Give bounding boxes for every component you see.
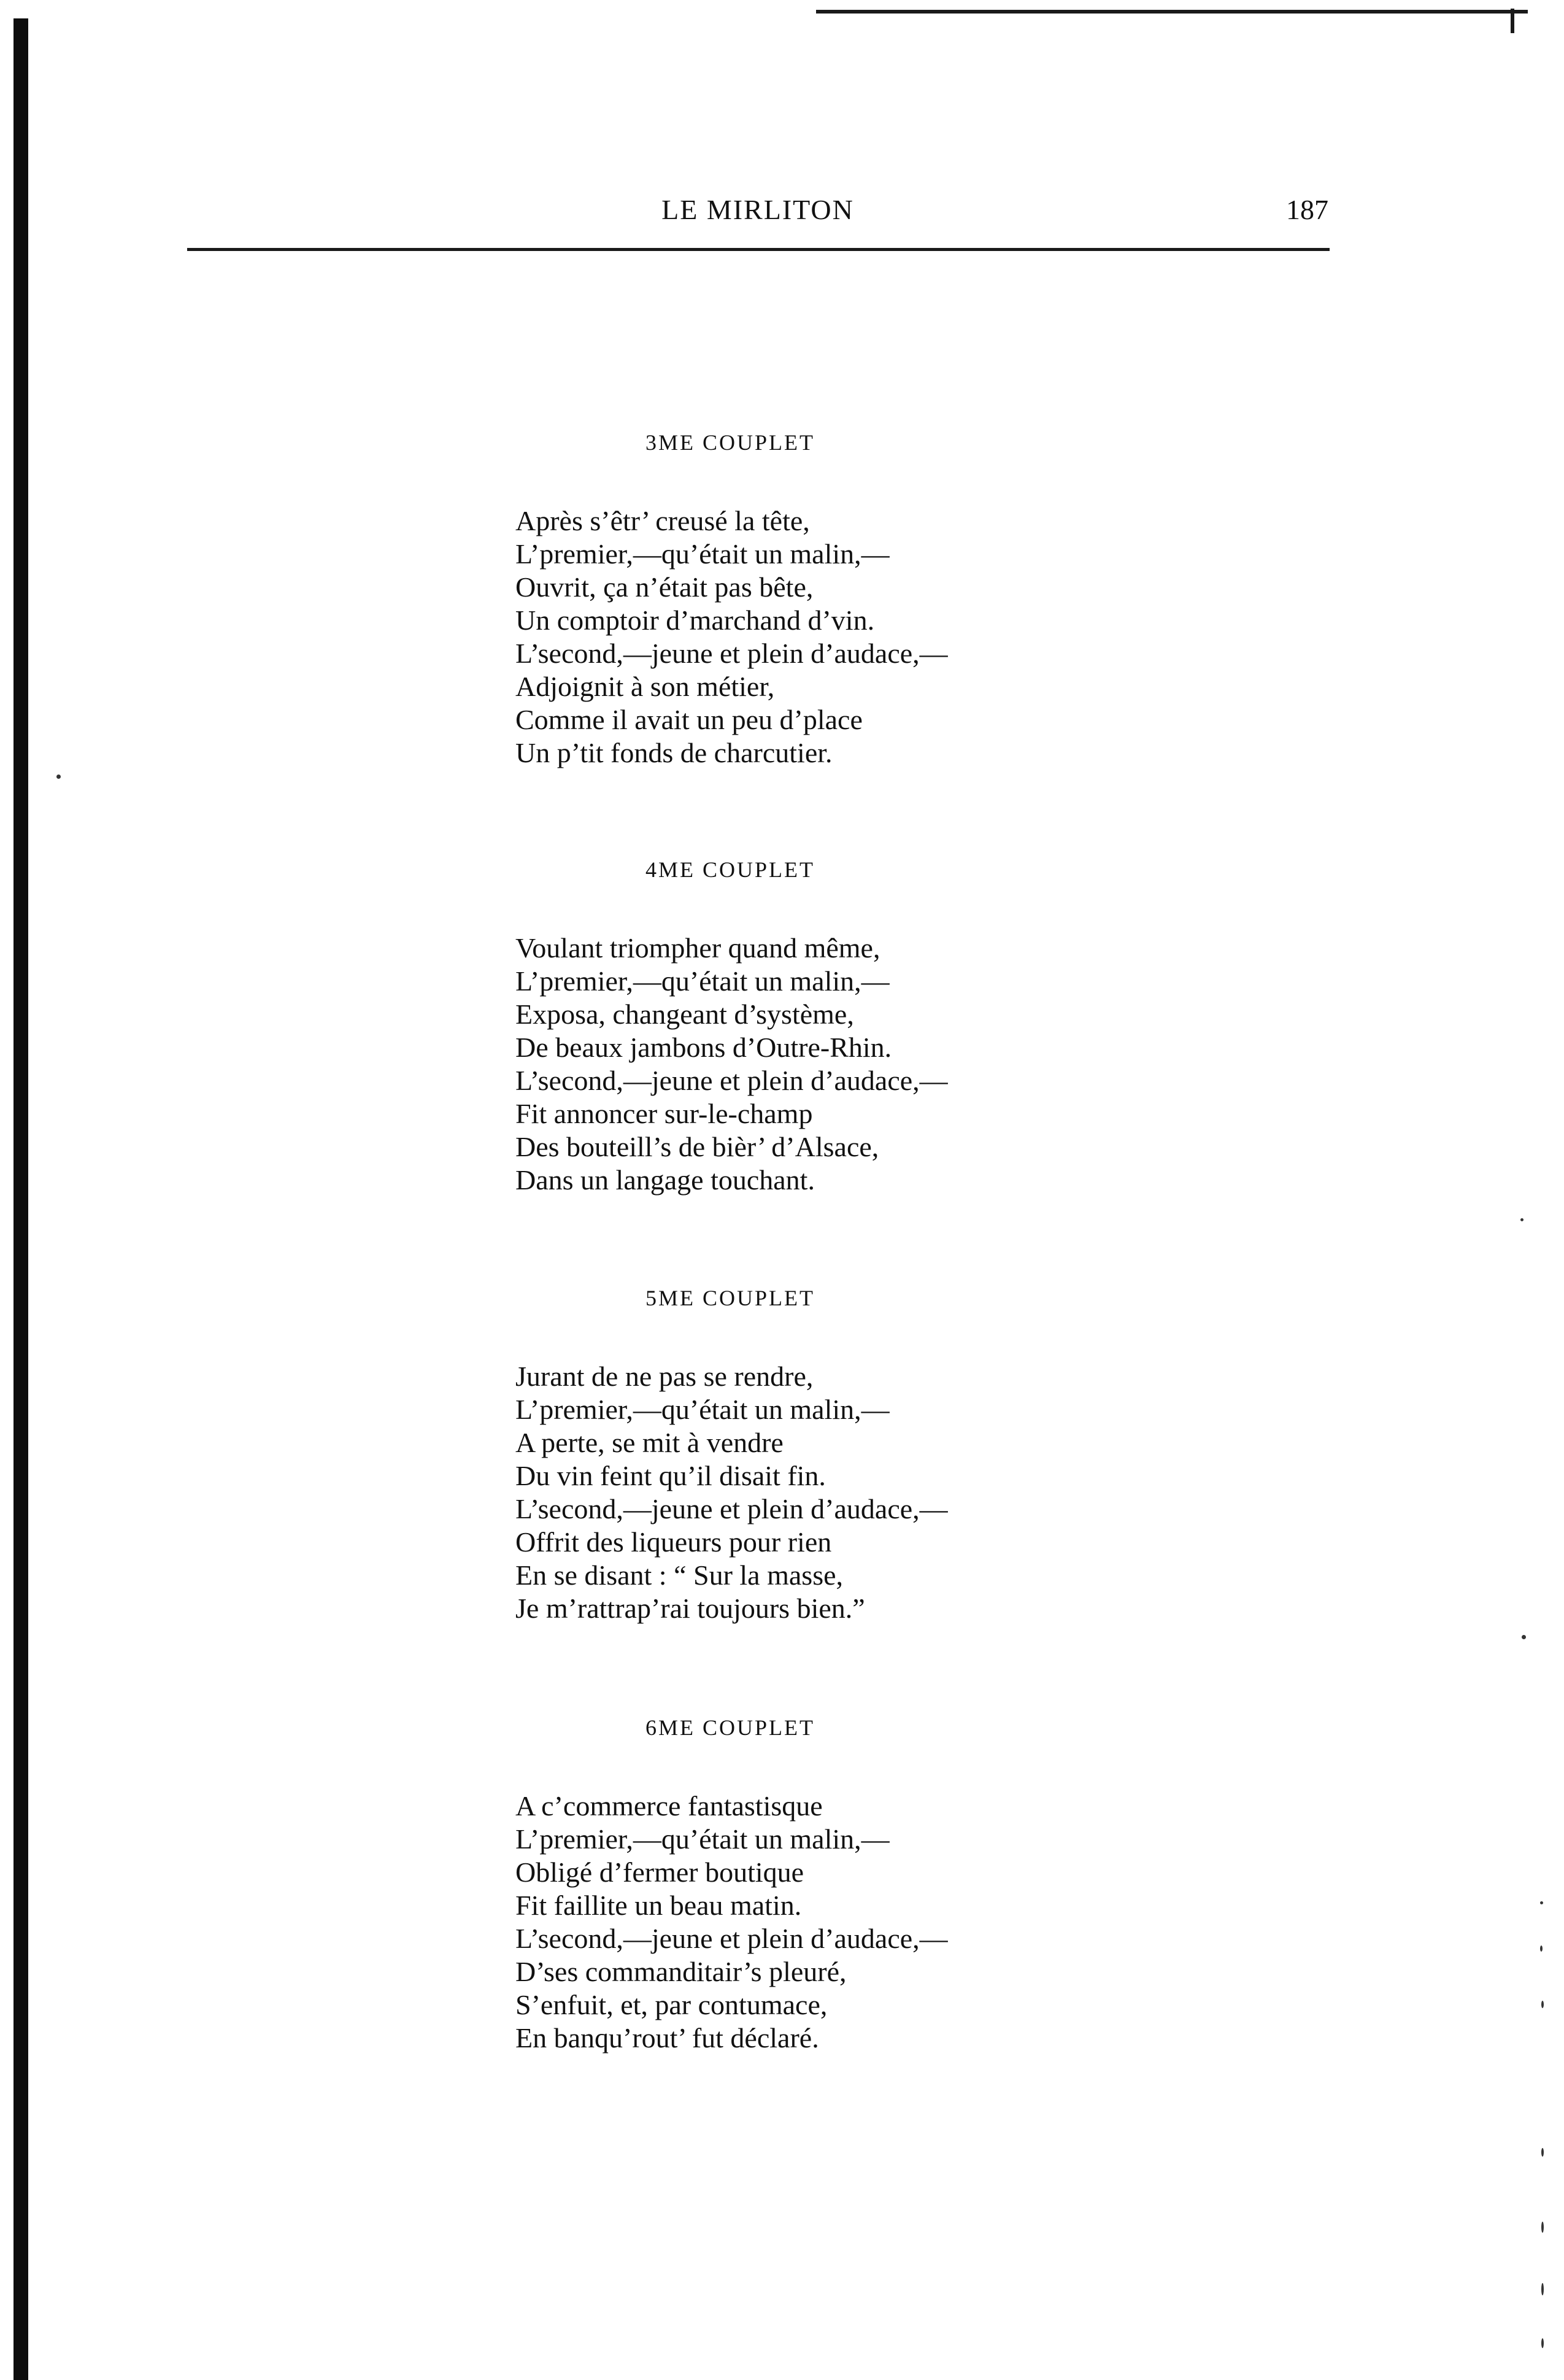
scan-top-rule-tick [1511,9,1514,33]
running-head-title: LE MIRLITON [661,194,854,225]
scan-speck [1541,2001,1544,2008]
verse-line: Fit annoncer sur-le-champ [515,1098,813,1129]
scan-speck [1540,1901,1543,1904]
stanza-lines [515,1790,948,2055]
verse-line: L’second,—jeune et plein d’audace,— [515,1493,948,1524]
verse-line: Adjoignit à son métier, [515,671,775,702]
verse-line: Comme il avait un peu d’place [515,704,863,735]
verse-line: Je m’rattrap’rai toujours bien.” [515,1593,865,1624]
scan-speck [1541,2338,1544,2348]
verse-line: L’premier,—qu’était un malin,— [515,965,890,997]
verse-line: L’premier,—qu’était un malin,— [515,1394,890,1425]
verse-line: S’enfuit, et, par contumace, [515,1989,828,2020]
verse-line: Voulant triompher quand même, [515,932,880,964]
verse-line: Un p’tit fonds de charcutier. [515,737,833,768]
scan-speck [56,775,61,779]
verse-line: Dans un langage touchant. [515,1164,815,1196]
verse-line: L’premier,—qu’était un malin,— [515,538,890,570]
verse-line: L’premier,—qu’était un malin,— [515,1823,890,1855]
verse-line: Offrit des liqueurs pour rien [515,1526,832,1558]
verse-line: D’ses commanditair’s pleuré, [515,1956,847,1987]
verse-line: L’second,—jeune et plein d’audace,— [515,1923,948,1954]
scan-speck [1540,1945,1543,1952]
running-head-rule [187,248,1330,251]
scan-top-rule [816,10,1528,14]
scan-speck [1541,2148,1544,2157]
scan-speck [1522,1635,1526,1639]
page-number: 187 [1286,194,1328,225]
verse-line: De beaux jambons d’Outre-Rhin. [515,1032,892,1063]
scan-speck [1541,2222,1544,2233]
verse-line: A c’commerce fantastisque [515,1790,823,1822]
scan-speck [1520,1218,1524,1221]
verse-line: Du vin feint qu’il disait fin. [515,1460,826,1491]
verse-line: Un comptoir d’marchand d’vin. [515,605,875,636]
stanza-title: 5ME COUPLET [645,1286,815,1310]
page-binding-edge [13,18,28,2380]
stanza-title: 6ME COUPLET [645,1715,815,1740]
verse-line: Après s’êtr’ creusé la tête, [515,505,810,536]
verse-line: En se disant : “ Sur la masse, [515,1559,844,1591]
scan-speck [1541,2283,1544,2295]
verse-line: Fit faillite un beau matin. [515,1890,802,1921]
verse-line: Obligé d’fermer boutique [515,1856,804,1888]
verse-line: L’second,—jeune et plein d’audace,— [515,638,948,669]
verse-line: L’second,—jeune et plein d’audace,— [515,1065,948,1096]
stanza-title: 3ME COUPLET [645,430,815,455]
verse-line: A perte, se mit à vendre [515,1427,784,1458]
verse-line: Des bouteill’s de bièr’ d’Alsace, [515,1131,879,1162]
stanza-title: 4ME COUPLET [645,857,815,882]
stanza-lines [515,932,948,1197]
verse-line: En banqu’rout’ fut déclaré. [515,2022,819,2054]
verse-line: Jurant de ne pas se rendre, [515,1361,814,1392]
verse-line: Exposa, changeant d’système, [515,999,854,1030]
stanza-lines [515,1360,948,1625]
verse-line: Ouvrit, ça n’était pas bête, [515,571,814,603]
stanza-lines [515,504,948,770]
running-head [187,193,1328,242]
